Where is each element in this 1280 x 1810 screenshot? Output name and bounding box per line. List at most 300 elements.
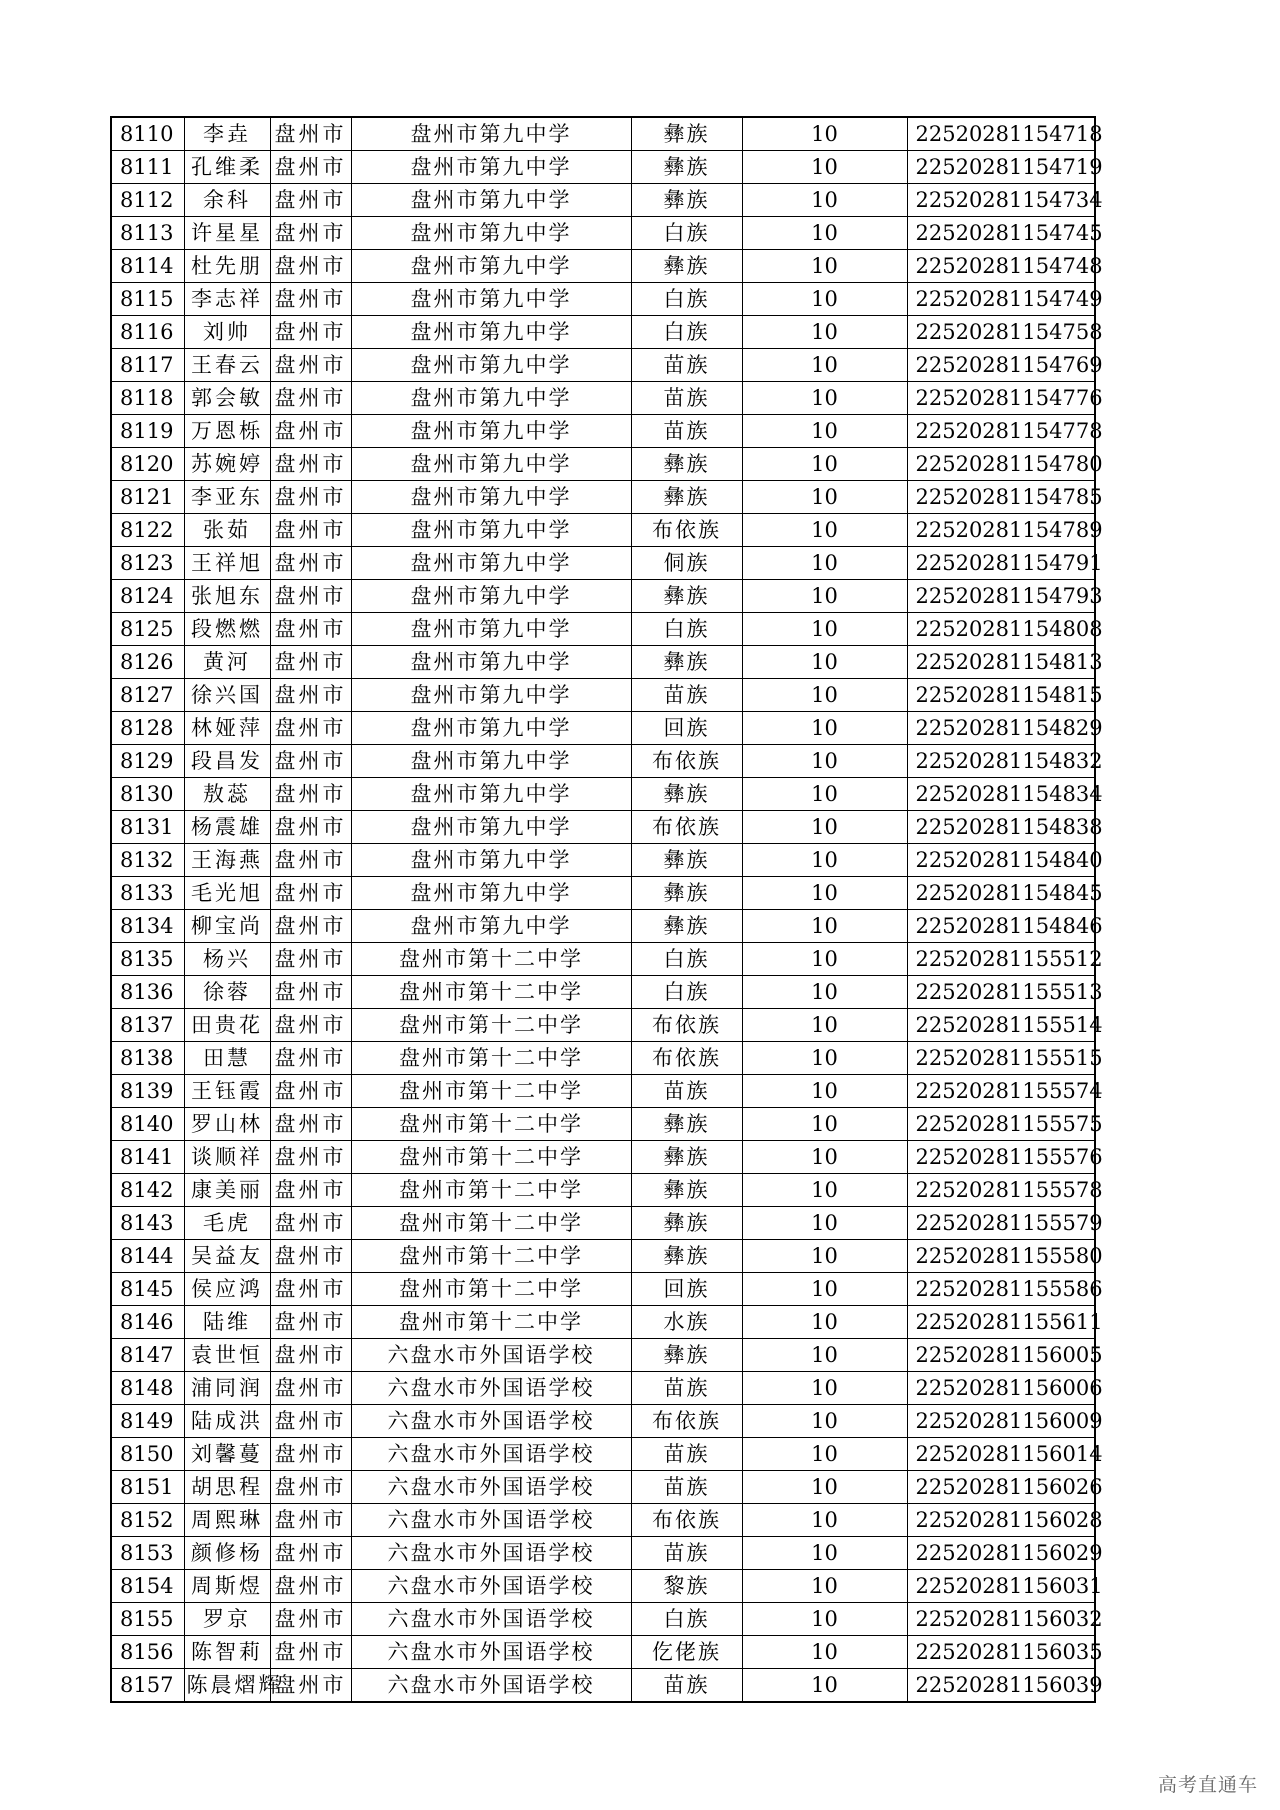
table-row — [111, 844, 1095, 877]
name-cell: 浦同润 — [184, 1372, 270, 1405]
school-cell: 盘州市第九中学 — [351, 117, 631, 151]
ethnicity-cell: 布依族 — [631, 514, 742, 547]
table-row — [111, 1009, 1095, 1042]
exam-id-cell: 22520281155586 — [907, 1273, 1095, 1306]
table-row — [111, 117, 1095, 151]
table-row — [111, 1636, 1095, 1669]
table-row — [111, 250, 1095, 283]
city-cell: 盘州市 — [270, 316, 351, 349]
city-cell: 盘州市 — [270, 547, 351, 580]
ethnicity-cell: 苗族 — [631, 382, 742, 415]
name-cell: 郭会敏 — [184, 382, 270, 415]
school-cell: 盘州市第九中学 — [351, 745, 631, 778]
exam-id-cell: 22520281154758 — [907, 316, 1095, 349]
exam-id-cell: 22520281154780 — [907, 448, 1095, 481]
grade-cell: 10 — [742, 217, 907, 250]
city-cell: 盘州市 — [270, 151, 351, 184]
city-cell: 盘州市 — [270, 1339, 351, 1372]
school-cell: 盘州市第九中学 — [351, 646, 631, 679]
seq-cell: 8140 — [111, 1108, 184, 1141]
exam-id-cell: 22520281155574 — [907, 1075, 1095, 1108]
school-cell: 盘州市第九中学 — [351, 910, 631, 943]
table-row — [111, 1504, 1095, 1537]
exam-id-cell: 22520281154789 — [907, 514, 1095, 547]
exam-id-cell: 22520281155579 — [907, 1207, 1095, 1240]
school-cell: 六盘水市外国语学校 — [351, 1636, 631, 1669]
seq-cell: 8112 — [111, 184, 184, 217]
exam-id-cell: 22520281154778 — [907, 415, 1095, 448]
seq-cell: 8113 — [111, 217, 184, 250]
school-cell: 盘州市第十二中学 — [351, 1174, 631, 1207]
grade-cell: 10 — [742, 745, 907, 778]
name-cell: 徐兴国 — [184, 679, 270, 712]
table-row — [111, 1141, 1095, 1174]
table-row — [111, 415, 1095, 448]
exam-id-cell: 22520281155513 — [907, 976, 1095, 1009]
school-cell: 六盘水市外国语学校 — [351, 1471, 631, 1504]
grade-cell: 10 — [742, 1372, 907, 1405]
seq-cell: 8145 — [111, 1273, 184, 1306]
seq-cell: 8141 — [111, 1141, 184, 1174]
exam-id-cell: 22520281154808 — [907, 613, 1095, 646]
ethnicity-cell: 白族 — [631, 217, 742, 250]
table-row — [111, 481, 1095, 514]
seq-cell: 8153 — [111, 1537, 184, 1570]
ethnicity-cell: 彝族 — [631, 910, 742, 943]
table-row — [111, 1207, 1095, 1240]
name-cell: 苏婉婷 — [184, 448, 270, 481]
exam-id-cell: 22520281154845 — [907, 877, 1095, 910]
exam-id-cell: 22520281155515 — [907, 1042, 1095, 1075]
table-row — [111, 382, 1095, 415]
city-cell: 盘州市 — [270, 1009, 351, 1042]
seq-cell: 8146 — [111, 1306, 184, 1339]
exam-id-cell: 22520281154846 — [907, 910, 1095, 943]
exam-id-cell: 22520281156026 — [907, 1471, 1095, 1504]
school-cell: 盘州市第十二中学 — [351, 1240, 631, 1273]
school-cell: 盘州市第九中学 — [351, 844, 631, 877]
exam-id-cell: 22520281155578 — [907, 1174, 1095, 1207]
ethnicity-cell: 白族 — [631, 316, 742, 349]
ethnicity-cell: 回族 — [631, 712, 742, 745]
seq-cell: 8119 — [111, 415, 184, 448]
exam-id-cell: 22520281156032 — [907, 1603, 1095, 1636]
grade-cell: 10 — [742, 1042, 907, 1075]
grade-cell: 10 — [742, 1207, 907, 1240]
city-cell: 盘州市 — [270, 811, 351, 844]
ethnicity-cell: 彝族 — [631, 481, 742, 514]
grade-cell: 10 — [742, 117, 907, 151]
grade-cell: 10 — [742, 382, 907, 415]
name-cell: 孔维柔 — [184, 151, 270, 184]
ethnicity-cell: 彝族 — [631, 151, 742, 184]
seq-cell: 8126 — [111, 646, 184, 679]
seq-cell: 8133 — [111, 877, 184, 910]
name-cell: 田贵花 — [184, 1009, 270, 1042]
exam-id-cell: 22520281155512 — [907, 943, 1095, 976]
school-cell: 盘州市第九中学 — [351, 283, 631, 316]
grade-cell: 10 — [742, 184, 907, 217]
exam-id-cell: 22520281155580 — [907, 1240, 1095, 1273]
name-cell: 毛虎 — [184, 1207, 270, 1240]
school-cell: 六盘水市外国语学校 — [351, 1570, 631, 1603]
ethnicity-cell: 布依族 — [631, 811, 742, 844]
exam-id-cell: 22520281154813 — [907, 646, 1095, 679]
seq-cell: 8130 — [111, 778, 184, 811]
seq-cell: 8121 — [111, 481, 184, 514]
city-cell: 盘州市 — [270, 712, 351, 745]
exam-id-cell: 22520281155576 — [907, 1141, 1095, 1174]
seq-cell: 8110 — [111, 117, 184, 151]
table-row — [111, 184, 1095, 217]
ethnicity-cell: 白族 — [631, 613, 742, 646]
seq-cell: 8139 — [111, 1075, 184, 1108]
table-row — [111, 646, 1095, 679]
school-cell: 盘州市第九中学 — [351, 316, 631, 349]
grade-cell: 10 — [742, 250, 907, 283]
exam-id-cell: 22520281154840 — [907, 844, 1095, 877]
seq-cell: 8137 — [111, 1009, 184, 1042]
ethnicity-cell: 彝族 — [631, 1240, 742, 1273]
name-cell: 刘帅 — [184, 316, 270, 349]
exam-id-cell: 22520281154748 — [907, 250, 1095, 283]
grade-cell: 10 — [742, 1108, 907, 1141]
city-cell: 盘州市 — [270, 349, 351, 382]
exam-id-cell: 22520281155611 — [907, 1306, 1095, 1339]
seq-cell: 8129 — [111, 745, 184, 778]
ethnicity-cell: 侗族 — [631, 547, 742, 580]
city-cell: 盘州市 — [270, 514, 351, 547]
grade-cell: 10 — [742, 1306, 907, 1339]
city-cell: 盘州市 — [270, 613, 351, 646]
table-row — [111, 217, 1095, 250]
name-cell: 吴益友 — [184, 1240, 270, 1273]
name-cell: 罗京 — [184, 1603, 270, 1636]
seq-cell: 8148 — [111, 1372, 184, 1405]
exam-id-cell: 22520281154815 — [907, 679, 1095, 712]
school-cell: 盘州市第十二中学 — [351, 1273, 631, 1306]
grade-cell: 10 — [742, 844, 907, 877]
ethnicity-cell: 苗族 — [631, 1471, 742, 1504]
grade-cell: 10 — [742, 1504, 907, 1537]
ethnicity-cell: 苗族 — [631, 415, 742, 448]
seq-cell: 8124 — [111, 580, 184, 613]
grade-cell: 10 — [742, 1570, 907, 1603]
school-cell: 盘州市第十二中学 — [351, 1009, 631, 1042]
school-cell: 盘州市第十二中学 — [351, 976, 631, 1009]
table-row — [111, 811, 1095, 844]
grade-cell: 10 — [742, 1471, 907, 1504]
seq-cell: 8114 — [111, 250, 184, 283]
seq-cell: 8144 — [111, 1240, 184, 1273]
city-cell: 盘州市 — [270, 415, 351, 448]
city-cell: 盘州市 — [270, 910, 351, 943]
table-row — [111, 712, 1095, 745]
exam-id-cell: 22520281156029 — [907, 1537, 1095, 1570]
ethnicity-cell: 苗族 — [631, 349, 742, 382]
city-cell: 盘州市 — [270, 217, 351, 250]
name-cell: 周熙琳 — [184, 1504, 270, 1537]
name-cell: 王春云 — [184, 349, 270, 382]
student-list-table — [110, 116, 1103, 1703]
grade-cell: 10 — [742, 811, 907, 844]
ethnicity-cell: 回族 — [631, 1273, 742, 1306]
grade-cell: 10 — [742, 712, 907, 745]
ethnicity-cell: 彝族 — [631, 1108, 742, 1141]
ethnicity-cell: 布依族 — [631, 1009, 742, 1042]
school-cell: 盘州市第九中学 — [351, 151, 631, 184]
ethnicity-cell: 彝族 — [631, 1174, 742, 1207]
table-row — [111, 1405, 1095, 1438]
name-cell: 黄河 — [184, 646, 270, 679]
city-cell: 盘州市 — [270, 1603, 351, 1636]
name-cell: 李志祥 — [184, 283, 270, 316]
seq-cell: 8151 — [111, 1471, 184, 1504]
name-cell: 杨兴 — [184, 943, 270, 976]
city-cell: 盘州市 — [270, 1570, 351, 1603]
name-cell: 陈智莉 — [184, 1636, 270, 1669]
grade-cell: 10 — [742, 481, 907, 514]
ethnicity-cell: 彝族 — [631, 1141, 742, 1174]
table-row — [111, 1570, 1095, 1603]
table-row — [111, 1339, 1095, 1372]
grade-cell: 10 — [742, 151, 907, 184]
ethnicity-cell: 苗族 — [631, 1075, 742, 1108]
ethnicity-cell: 布依族 — [631, 1504, 742, 1537]
city-cell: 盘州市 — [270, 877, 351, 910]
school-cell: 盘州市第九中学 — [351, 448, 631, 481]
city-cell: 盘州市 — [270, 976, 351, 1009]
seq-cell: 8125 — [111, 613, 184, 646]
seq-cell: 8115 — [111, 283, 184, 316]
school-cell: 六盘水市外国语学校 — [351, 1504, 631, 1537]
ethnicity-cell: 布依族 — [631, 1042, 742, 1075]
school-cell: 六盘水市外国语学校 — [351, 1603, 631, 1636]
school-cell: 盘州市第十二中学 — [351, 1075, 631, 1108]
seq-cell: 8118 — [111, 382, 184, 415]
school-cell: 盘州市第九中学 — [351, 811, 631, 844]
table-row — [111, 1471, 1095, 1504]
city-cell: 盘州市 — [270, 679, 351, 712]
school-cell: 盘州市第九中学 — [351, 778, 631, 811]
seq-cell: 8120 — [111, 448, 184, 481]
table-row — [111, 877, 1095, 910]
seq-cell: 8156 — [111, 1636, 184, 1669]
table-row — [111, 151, 1095, 184]
grade-cell: 10 — [742, 283, 907, 316]
school-cell: 六盘水市外国语学校 — [351, 1339, 631, 1372]
name-cell: 柳宝尚 — [184, 910, 270, 943]
table-row — [111, 1669, 1095, 1703]
school-cell: 六盘水市外国语学校 — [351, 1405, 631, 1438]
table-row — [111, 1603, 1095, 1636]
school-cell: 盘州市第九中学 — [351, 481, 631, 514]
school-cell: 六盘水市外国语学校 — [351, 1537, 631, 1570]
seq-cell: 8117 — [111, 349, 184, 382]
seq-cell: 8143 — [111, 1207, 184, 1240]
seq-cell: 8154 — [111, 1570, 184, 1603]
name-cell: 康美丽 — [184, 1174, 270, 1207]
grade-cell: 10 — [742, 646, 907, 679]
city-cell: 盘州市 — [270, 382, 351, 415]
city-cell: 盘州市 — [270, 1207, 351, 1240]
school-cell: 盘州市第九中学 — [351, 712, 631, 745]
city-cell: 盘州市 — [270, 1438, 351, 1471]
name-cell: 田慧 — [184, 1042, 270, 1075]
seq-cell: 8123 — [111, 547, 184, 580]
city-cell: 盘州市 — [270, 1504, 351, 1537]
seq-cell: 8149 — [111, 1405, 184, 1438]
ethnicity-cell: 彝族 — [631, 877, 742, 910]
table-row — [111, 514, 1095, 547]
city-cell: 盘州市 — [270, 117, 351, 151]
seq-cell: 8142 — [111, 1174, 184, 1207]
name-cell: 陆成洪 — [184, 1405, 270, 1438]
grade-cell: 10 — [742, 415, 907, 448]
name-cell: 许星星 — [184, 217, 270, 250]
name-cell: 陈晨熠辉 — [184, 1669, 270, 1703]
school-cell: 盘州市第九中学 — [351, 349, 631, 382]
exam-id-cell: 22520281154734 — [907, 184, 1095, 217]
name-cell: 陆维 — [184, 1306, 270, 1339]
school-cell: 盘州市第九中学 — [351, 547, 631, 580]
exam-id-cell: 22520281154834 — [907, 778, 1095, 811]
grade-cell: 10 — [742, 1438, 907, 1471]
name-cell: 罗山林 — [184, 1108, 270, 1141]
name-cell: 袁世恒 — [184, 1339, 270, 1372]
seq-cell: 8122 — [111, 514, 184, 547]
table-row — [111, 316, 1095, 349]
ethnicity-cell: 白族 — [631, 943, 742, 976]
grade-cell: 10 — [742, 1603, 907, 1636]
city-cell: 盘州市 — [270, 1075, 351, 1108]
school-cell: 盘州市第九中学 — [351, 613, 631, 646]
ethnicity-cell: 彝族 — [631, 1339, 742, 1372]
table-body — [111, 117, 1103, 1702]
seq-cell: 8136 — [111, 976, 184, 1009]
name-cell: 王祥旭 — [184, 547, 270, 580]
school-cell: 盘州市第九中学 — [351, 382, 631, 415]
name-cell: 周斯煜 — [184, 1570, 270, 1603]
city-cell: 盘州市 — [270, 844, 351, 877]
city-cell: 盘州市 — [270, 448, 351, 481]
school-cell: 盘州市第十二中学 — [351, 1141, 631, 1174]
name-cell: 段燃燃 — [184, 613, 270, 646]
exam-id-cell: 22520281155514 — [907, 1009, 1095, 1042]
grade-cell: 10 — [742, 1240, 907, 1273]
exam-id-cell: 22520281154791 — [907, 547, 1095, 580]
grade-cell: 10 — [742, 1273, 907, 1306]
school-cell: 六盘水市外国语学校 — [351, 1669, 631, 1703]
name-cell: 王海燕 — [184, 844, 270, 877]
exam-id-cell: 22520281156006 — [907, 1372, 1095, 1405]
grade-cell: 10 — [742, 1636, 907, 1669]
grade-cell: 10 — [742, 943, 907, 976]
exam-id-cell: 22520281154838 — [907, 811, 1095, 844]
exam-id-cell: 22520281154718 — [907, 117, 1095, 151]
city-cell: 盘州市 — [270, 250, 351, 283]
table-row — [111, 778, 1095, 811]
ethnicity-cell: 白族 — [631, 1603, 742, 1636]
city-cell: 盘州市 — [270, 1042, 351, 1075]
ethnicity-cell: 彝族 — [631, 778, 742, 811]
grade-cell: 10 — [742, 448, 907, 481]
ethnicity-cell: 白族 — [631, 976, 742, 1009]
name-cell: 毛光旭 — [184, 877, 270, 910]
city-cell: 盘州市 — [270, 1108, 351, 1141]
name-cell: 李亚东 — [184, 481, 270, 514]
ethnicity-cell: 苗族 — [631, 1669, 742, 1703]
city-cell: 盘州市 — [270, 1306, 351, 1339]
name-cell: 胡思程 — [184, 1471, 270, 1504]
grade-cell: 10 — [742, 976, 907, 1009]
city-cell: 盘州市 — [270, 1174, 351, 1207]
city-cell: 盘州市 — [270, 646, 351, 679]
grade-cell: 10 — [742, 349, 907, 382]
city-cell: 盘州市 — [270, 1537, 351, 1570]
ethnicity-cell: 仡佬族 — [631, 1636, 742, 1669]
grade-cell: 10 — [742, 910, 907, 943]
ethnicity-cell: 白族 — [631, 283, 742, 316]
name-cell: 杜先朋 — [184, 250, 270, 283]
grade-cell: 10 — [742, 1141, 907, 1174]
grade-cell: 10 — [742, 613, 907, 646]
table-row — [111, 613, 1095, 646]
seq-cell: 8116 — [111, 316, 184, 349]
grade-cell: 10 — [742, 679, 907, 712]
name-cell: 谈顺祥 — [184, 1141, 270, 1174]
exam-id-cell: 22520281156009 — [907, 1405, 1095, 1438]
grade-cell: 10 — [742, 1405, 907, 1438]
exam-id-cell: 22520281154829 — [907, 712, 1095, 745]
seq-cell: 8134 — [111, 910, 184, 943]
school-cell: 盘州市第九中学 — [351, 217, 631, 250]
grade-cell: 10 — [742, 514, 907, 547]
grade-cell: 10 — [742, 580, 907, 613]
table-row — [111, 1240, 1095, 1273]
school-cell: 盘州市第九中学 — [351, 580, 631, 613]
seq-cell: 8138 — [111, 1042, 184, 1075]
seq-cell: 8155 — [111, 1603, 184, 1636]
grade-cell: 10 — [742, 1669, 907, 1703]
ethnicity-cell: 彝族 — [631, 117, 742, 151]
ethnicity-cell: 彝族 — [631, 580, 742, 613]
ethnicity-cell: 彝族 — [631, 646, 742, 679]
school-cell: 盘州市第十二中学 — [351, 1042, 631, 1075]
name-cell: 张茹 — [184, 514, 270, 547]
school-cell: 盘州市第九中学 — [351, 877, 631, 910]
name-cell: 李垚 — [184, 117, 270, 151]
exam-id-cell: 22520281156014 — [907, 1438, 1095, 1471]
city-cell: 盘州市 — [270, 184, 351, 217]
school-cell: 盘州市第十二中学 — [351, 1306, 631, 1339]
exam-id-cell: 22520281154785 — [907, 481, 1095, 514]
seq-cell: 8150 — [111, 1438, 184, 1471]
table-row — [111, 745, 1095, 778]
city-cell: 盘州市 — [270, 1240, 351, 1273]
city-cell: 盘州市 — [270, 1471, 351, 1504]
city-cell: 盘州市 — [270, 580, 351, 613]
table-row — [111, 1537, 1095, 1570]
watermark: 高考直通车 — [1157, 1774, 1258, 1796]
city-cell: 盘州市 — [270, 745, 351, 778]
grade-cell: 10 — [742, 1075, 907, 1108]
table-row — [111, 283, 1095, 316]
table-row — [111, 679, 1095, 712]
city-cell: 盘州市 — [270, 283, 351, 316]
school-cell: 盘州市第十二中学 — [351, 943, 631, 976]
school-cell: 盘州市第九中学 — [351, 679, 631, 712]
